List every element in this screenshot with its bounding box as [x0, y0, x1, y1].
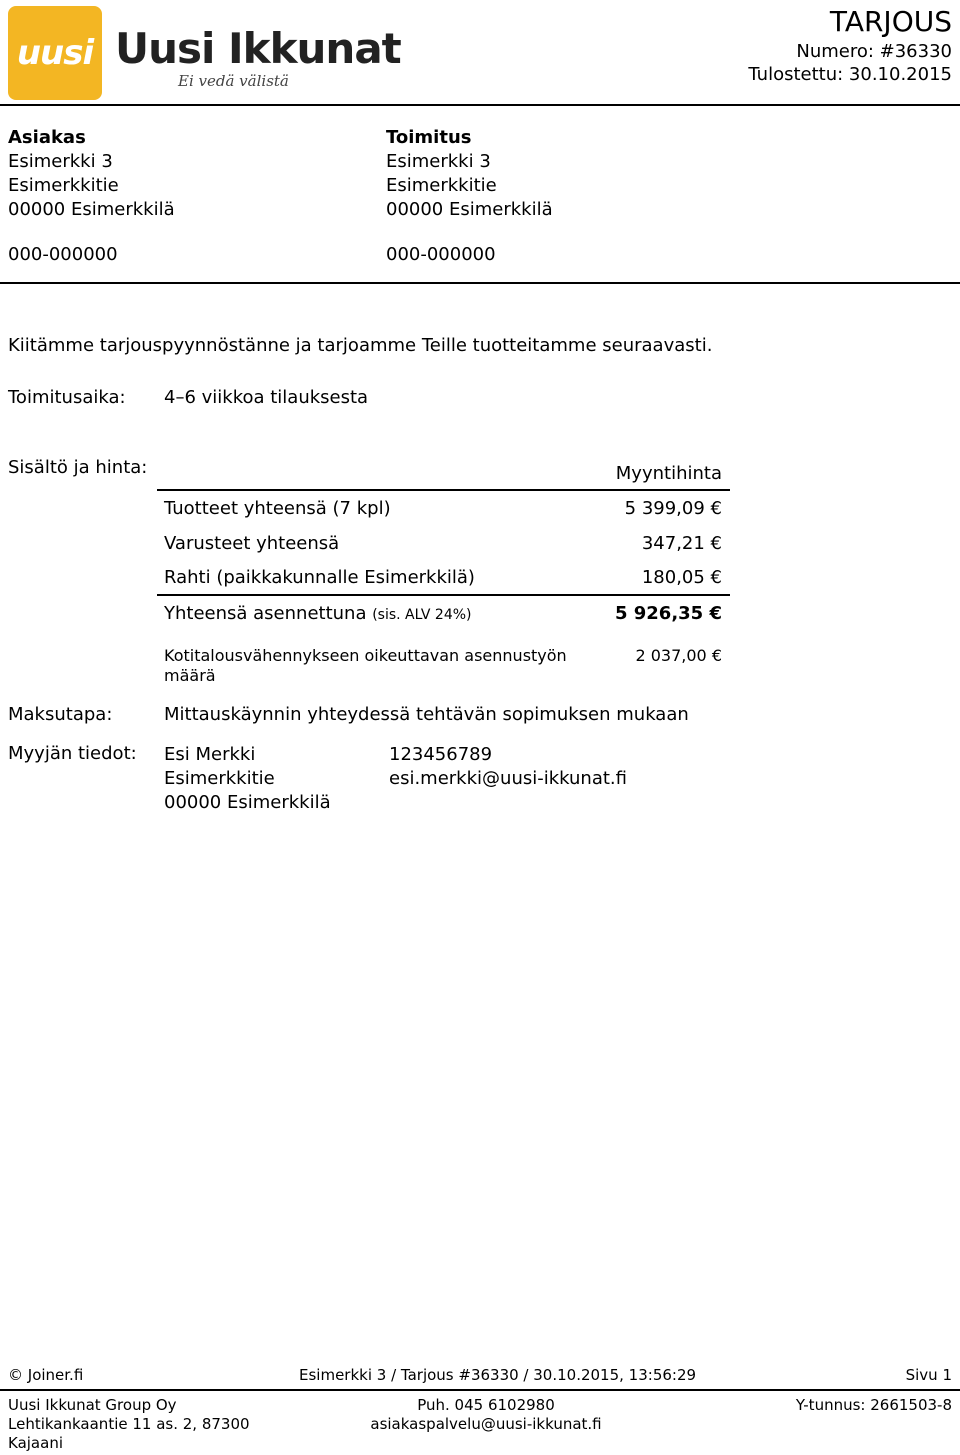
price-column-header: Myyntihinta: [615, 463, 722, 484]
logo-badge: uusi: [8, 6, 102, 100]
seller-email[interactable]: esi.merkki@uusi-ikkunat.fi: [389, 768, 627, 789]
price-row-label: Tuotteet yhteensä (7 kpl): [164, 498, 391, 519]
deduction-label: Kotitalousvähennykseen oikeuttavan asennustyön määrä: [164, 646, 567, 685]
delivery-time-label: Toimitusaika:: [8, 387, 126, 408]
total-value: 5 926,35 €: [614, 603, 722, 624]
delivery-time-value: 4–6 viikkoa tilauksesta: [164, 387, 369, 408]
delivery-street: Esimerkkitie: [386, 175, 497, 196]
price-table-total-line: [157, 594, 730, 596]
pricing-label: Sisältö ja hinta:: [8, 457, 148, 478]
price-row: [164, 532, 722, 556]
customer-city: 00000 Esimerkkilä: [8, 199, 175, 220]
price-total-row: [164, 602, 722, 627]
footer-page-number: Sivu 1: [905, 1366, 952, 1384]
customer-name: Esimerkki 3: [8, 151, 113, 172]
logo-name: Uusi Ikkunat: [115, 24, 401, 73]
print-date: Tulostettu: 30.10.2015: [748, 64, 952, 85]
customer-phone: 000-000000: [8, 244, 118, 265]
price-table-top-line: [157, 489, 730, 491]
seller-city: 00000 Esimerkkilä: [164, 792, 331, 813]
footer-address-line1: Lehtikankaantie 11 as. 2, 87300: [8, 1415, 250, 1433]
footer-divider: [0, 1389, 960, 1391]
price-row-value: 347,21 €: [641, 533, 722, 554]
seller-label: Myyjän tiedot:: [8, 743, 137, 764]
document-number: Numero: #36330: [796, 41, 952, 62]
header-divider: [0, 104, 960, 106]
delivery-phone: 000-000000: [386, 244, 496, 265]
total-vat-note: (sis. ALV 24%): [372, 607, 472, 623]
price-row-value: 180,05 €: [641, 567, 722, 588]
price-row-value: 5 399,09 €: [624, 498, 722, 519]
seller-name: Esi Merkki: [164, 744, 256, 765]
delivery-heading: Toimitus: [386, 127, 472, 148]
footer-address-line2: Kajaani: [8, 1434, 63, 1452]
total-label-wrap: [164, 602, 472, 627]
intro-text: Kiitämme tarjouspyynnöstänne ja tarjoamme Teille tuotteitamme seuraavasti.: [8, 335, 713, 356]
address-divider: [0, 282, 960, 284]
delivery-name: Esimerkki 3: [386, 151, 491, 172]
seller-street: Esimerkkitie: [164, 768, 275, 789]
logo-tagline: Ei vedä välistä: [178, 72, 289, 90]
document-title: TARJOUS: [829, 5, 952, 38]
customer-street: Esimerkkitie: [8, 175, 119, 196]
footer-reference: Esimerkki 3 / Tarjous #36330 / 30.10.2015, 13:56:29: [299, 1366, 697, 1384]
footer-business-id: Y-tunnus: 2661503-8: [795, 1396, 952, 1414]
customer-heading: Asiakas: [8, 127, 86, 148]
footer-email[interactable]: asiakaspalvelu@uusi-ikkunat.fi: [370, 1415, 602, 1433]
price-row: [164, 566, 722, 590]
seller-phone: 123456789: [389, 744, 493, 765]
price-row-label: Rahti (paikkakunnalle Esimerkkilä): [164, 567, 475, 588]
footer-copyright: © Joiner.fi: [8, 1366, 84, 1384]
price-row: [164, 497, 722, 521]
payment-label: Maksutapa:: [8, 704, 113, 725]
total-label: Yhteensä asennettuna: [164, 603, 367, 624]
price-row-label: Varusteet yhteensä: [164, 533, 340, 554]
footer-phone: Puh. 045 6102980: [417, 1396, 555, 1414]
delivery-city: 00000 Esimerkkilä: [386, 199, 553, 220]
deduction-value: 2 037,00 €: [635, 646, 722, 665]
footer-company: Uusi Ikkunat Group Oy: [8, 1396, 177, 1414]
payment-value: Mittauskäynnin yhteydessä tehtävän sopimuksen mukaan: [164, 704, 689, 725]
